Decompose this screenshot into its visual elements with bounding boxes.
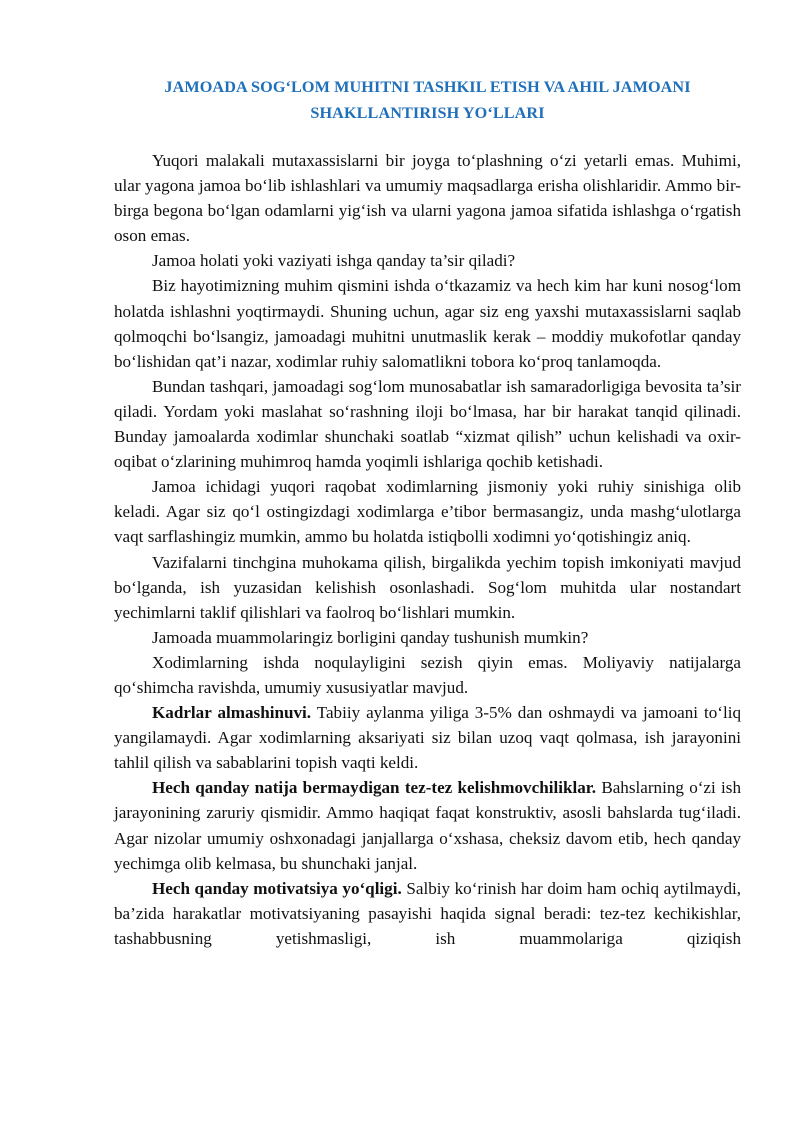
paragraph-text: Xodimlarning ishda noqulayligini sezish qiyin emas. Moliyaviy natijalarga qo‘shimcha ravishda, umumiy xususiyatlar mavjud.: [114, 652, 741, 697]
paragraph-text: Jamoada muammolaringiz borligini qanday tushunish mumkin?: [152, 627, 589, 647]
paragraph-heading: Hech qanday natija bermaydigan tez-tez kelishmovchiliklar.: [152, 778, 597, 798]
paragraph: [114, 273, 741, 373]
paragraph: [114, 625, 741, 650]
paragraph: [114, 374, 741, 474]
document-title: [114, 74, 741, 126]
paragraph-text: Tabiiy aylanma yiliga 3-5% dan oshmaydi va jamoani to‘liq yangilamaydi. Agar xodimlarning aksariyati siz bilan uzoq vaqt qolmasa, ish jarayonini tahlil qilish va sabablarini topish vaqti keldi.: [114, 703, 741, 773]
paragraph-text: Jamoa ichidagi yuqori raqobat xodimlarning jismoniy yoki ruhiy sinishiga olib keladi. Agar siz qo‘l ostingizdagi xodimlarga e’tibor bermasangiz, unda mashg‘ulotlarga vaqt sarflashingiz mumkin, ammo bu holatda istiqbolli xodimni yo‘qotishingiz aniq.: [114, 477, 741, 547]
paragraph-text: Biz hayotimizning muhim qismini ishda o‘tkazamiz va hech kim har kuni nosog‘lom holatda ishlashni yoqtirmaydi. Shuning uchun, agar siz eng yaxshi mutaxassislarni saqlab qolmoqchi bo‘lsangiz, jamoadagi muhitni unutmaslik kerak – moddiy mukofotlar qanday bo‘lishidan qat’i nazar, xodimlar ruhiy salomatlikni tobora ko‘proq tanlamoqda.: [114, 276, 741, 371]
paragraph-text: Bahslarning o‘zi ish jarayonining zaruriy qismidir. Ammo haqiqat faqat konstruktiv, asosli bahslarda tug‘iladi. Agar nizolar umumiy oshxonadagi janjallarga o‘xshasa, cheksiz davom etib, hech qanday yechimga olib kelmasa, bu shunchaki janjal.: [114, 778, 741, 873]
paragraph: [114, 876, 741, 951]
paragraph-text: Bundan tashqari, jamoadagi sog‘lom munosabatlar ish samaradorligiga bevosita ta’sir qiladi. Yordam yoki maslahat so‘rashning iloji bo‘lmasa, har bir harakat tanqid qilinadi. Bunday jamoalarda xodimlar shunchaki soatlab “xizmat qilish” uchun kelishadi va oxir-oqibat o‘zlarining muhimroq hamda yoqimli ishlariga qochib ketishadi.: [114, 376, 741, 472]
paragraph-text: Salbiy ko‘rinish har doim ham ochiq aytilmaydi, ba’zida harakatlar motivatsiyaning pasayishi haqida signal beradi: tez-tez kechikishlar, tashabbusning yetishmasligi, ish muammolariga qiziqish: [114, 878, 742, 948]
title-line-2: SHAKLLANTIRISH YO‘LLARI: [310, 104, 545, 122]
title-line-1: JAMOADA SOG‘LOM MUHITNI TASHKIL ETISH VA AHIL JAMOANI: [164, 78, 691, 96]
paragraph-heading: Kadrlar almashinuvi.: [152, 703, 312, 723]
paragraph: [114, 650, 741, 700]
paragraph: [114, 148, 741, 248]
paragraph-text: Jamoa holati yoki vaziyati ishga qanday ta’sir qiladi?: [152, 251, 516, 271]
paragraph: [114, 775, 741, 875]
document-page: [114, 0, 741, 951]
paragraph: [114, 700, 741, 775]
paragraph-text: Yuqori malakali mutaxassislarni bir joyga to‘plashning o‘zi yetarli emas. Muhimi, ular yagona jamoa bo‘lib ishlashlari va umumiy maqsadlarga erisha olishlaridir. Ammo bir-birga begona bo‘lgan odamlarni yig‘ish va ularni yagona jamoa sifatida ishlashga o‘rgatish oson emas.: [114, 151, 741, 246]
paragraph: [114, 248, 741, 273]
paragraph: [114, 550, 741, 625]
document-body: [114, 148, 741, 951]
paragraph: [114, 474, 741, 549]
paragraph-heading: Hech qanday motivatsiya yo‘qligi.: [152, 878, 402, 898]
paragraph-text: Vazifalarni tinchgina muhokama qilish, birgalikda yechim topish imkoniyati mavjud bo‘lganda, ish yuzasidan kelishish osonlashadi. Sog‘lom muhitda ular nostandart yechimlarni taklif qilishlari va faolroq bo‘lishlari mumkin.: [114, 552, 741, 622]
